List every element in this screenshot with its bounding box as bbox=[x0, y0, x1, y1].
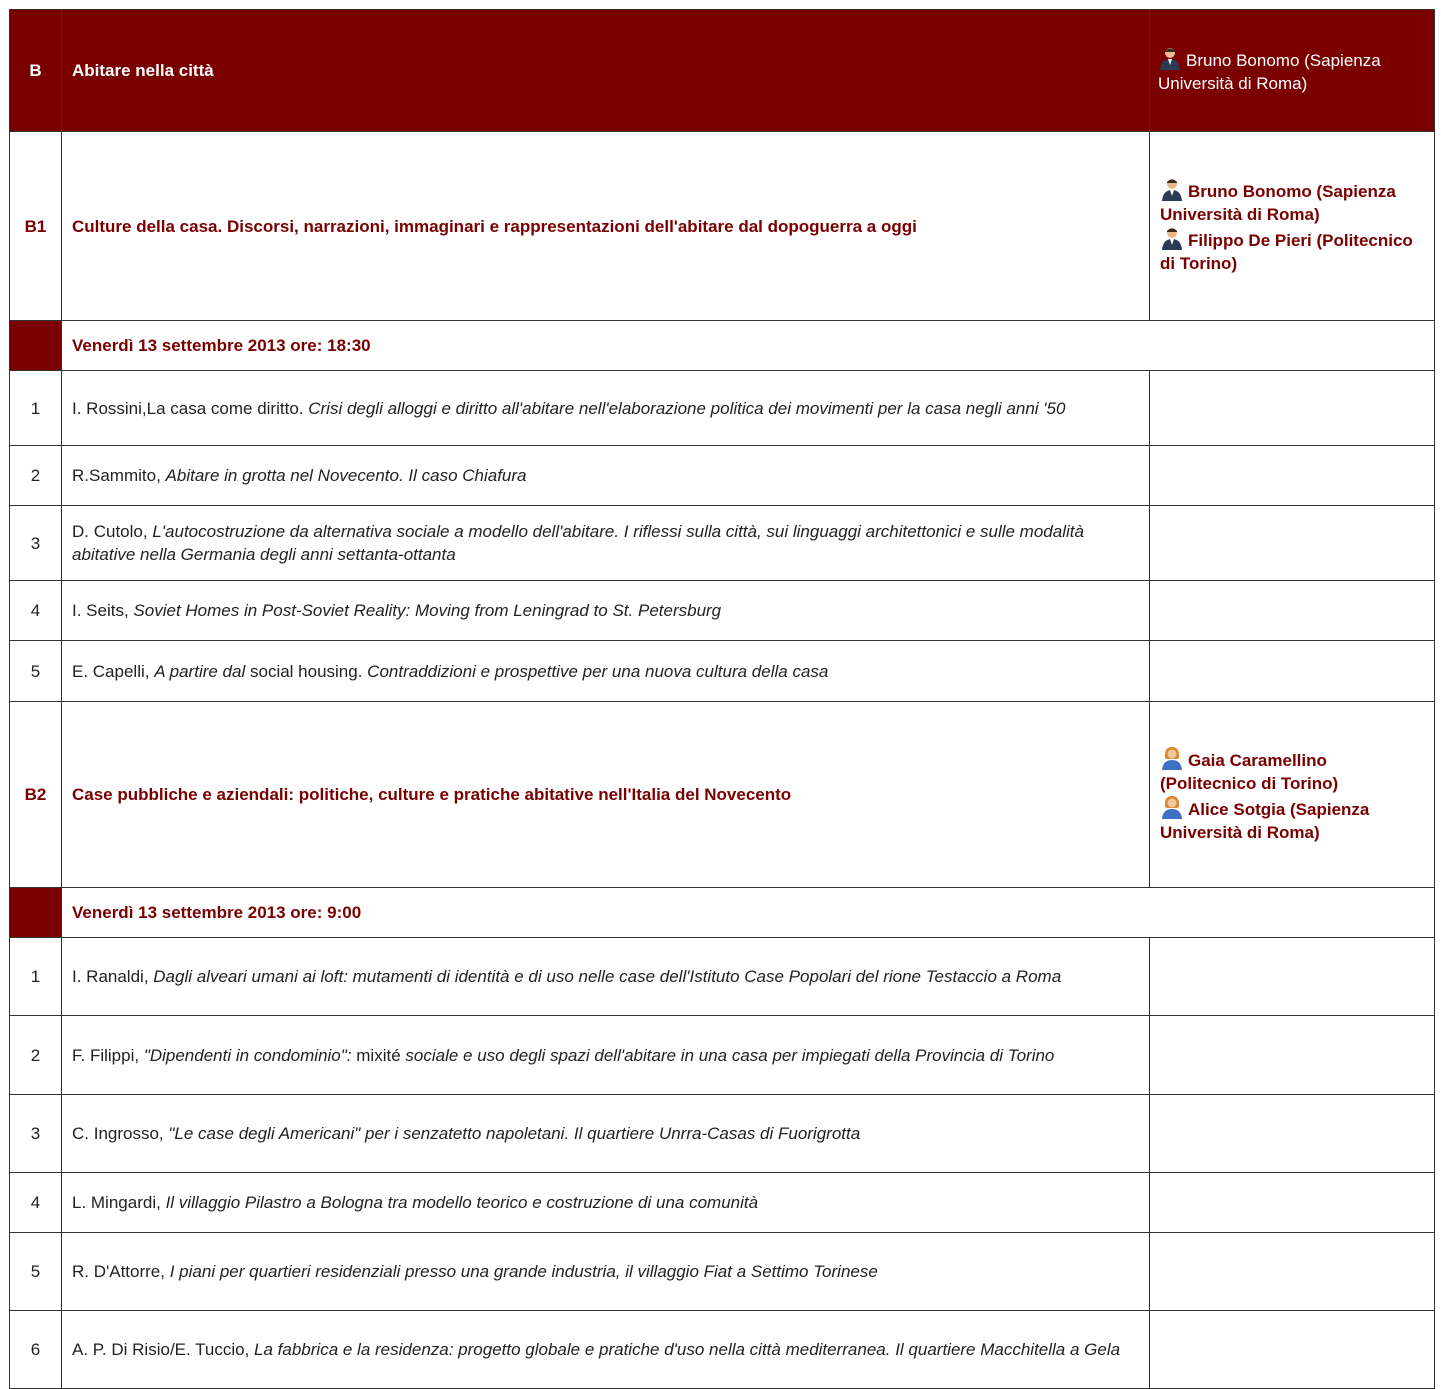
talk-number: 1 bbox=[10, 371, 62, 446]
panel-title: Culture della casa. Discorsi, narrazioni, immaginari e rappresentazioni dell'abitare dal dopoguerra a oggi bbox=[62, 132, 1150, 321]
talk-text bbox=[62, 1016, 1150, 1095]
chair-entry bbox=[1160, 226, 1424, 275]
section-code: B bbox=[10, 10, 62, 132]
talk-plain: La casa come diritto. bbox=[146, 398, 304, 418]
session-date: Venerdì 13 settembre 2013 ore: 9:00 bbox=[62, 888, 1435, 938]
talk-extra bbox=[1150, 1016, 1435, 1095]
talk-extra bbox=[1150, 938, 1435, 1016]
talk-plain: mixité bbox=[356, 1045, 401, 1065]
talk-extra bbox=[1150, 581, 1435, 641]
talk-number: 4 bbox=[10, 1173, 62, 1233]
talk-number: 2 bbox=[10, 446, 62, 506]
talk-text bbox=[62, 446, 1150, 506]
talk-title: L'autocostruzione da alternativa sociale a modello dell'abitare. I riflessi sulla città, sui linguaggi architettonici e sulle modalità abitative nella Germania degli anni settanta-ottanta bbox=[72, 522, 1084, 564]
talk-text bbox=[62, 581, 1150, 641]
chair-name: Gaia Caramellino (Politecnico di Torino) bbox=[1160, 750, 1339, 793]
male-person-icon bbox=[1160, 177, 1184, 201]
talk-number: 4 bbox=[10, 581, 62, 641]
talk-title: Soviet Homes in Post-Soviet Reality: Moving from Leningrad to St. Petersburg bbox=[133, 601, 722, 620]
talk-author: D. Cutolo, bbox=[72, 522, 148, 541]
talk-row bbox=[10, 1016, 1435, 1095]
talk-text bbox=[62, 1095, 1150, 1173]
talk-author: F. Filippi, bbox=[72, 1045, 140, 1065]
talk-author: A. P. Di Risio/E. Tuccio, bbox=[72, 1340, 250, 1359]
talk-text bbox=[62, 1233, 1150, 1311]
talk-row bbox=[10, 371, 1435, 446]
talk-title: "Le case degli Americani" per i senzatetto napoletani. Il quartiere Unrra-Casas di Fuorigrotta bbox=[168, 1124, 861, 1143]
chair-name: Bruno Bonomo (Sapienza Università di Roma) bbox=[1160, 182, 1396, 224]
panel-code: B1 bbox=[10, 132, 62, 321]
talk-text bbox=[62, 371, 1150, 446]
talk-author: I. Rossini, bbox=[72, 398, 147, 418]
talk-row bbox=[10, 938, 1435, 1016]
talk-row bbox=[10, 1095, 1435, 1173]
talk-number: 6 bbox=[10, 1311, 62, 1389]
talk-number: 5 bbox=[10, 1233, 62, 1311]
talk-extra bbox=[1150, 446, 1435, 506]
session-date: Venerdì 13 settembre 2013 ore: 18:30 bbox=[62, 321, 1435, 371]
coordinator-name: Bruno Bonomo (Sapienza Università di Roma) bbox=[1158, 51, 1381, 93]
talk-extra bbox=[1150, 1173, 1435, 1233]
male-person-icon bbox=[1160, 226, 1184, 250]
chair-entry bbox=[1160, 746, 1424, 795]
talk-text bbox=[62, 1173, 1150, 1233]
talk-row bbox=[10, 446, 1435, 506]
talk-title-lead: "Dipendenti in condominio": bbox=[143, 1045, 352, 1065]
session-date-row bbox=[10, 888, 1435, 938]
chair-name: Filippo De Pieri (Politecnico di Torino) bbox=[1160, 231, 1413, 273]
talk-plain: social housing. bbox=[249, 661, 363, 681]
talk-row bbox=[10, 641, 1435, 702]
talk-row bbox=[10, 1311, 1435, 1389]
chair-name: Alice Sotgia (Sapienza Università di Roma) bbox=[1160, 799, 1370, 842]
panel-title: Case pubbliche e aziendali: politiche, culture e pratiche abitative nell'Italia del Novecento bbox=[62, 702, 1150, 888]
female-person-icon bbox=[1160, 795, 1184, 819]
date-marker bbox=[10, 321, 62, 371]
talk-extra bbox=[1150, 1233, 1435, 1311]
talk-author: I. Seits, bbox=[72, 601, 129, 620]
talk-title: Abitare in grotta nel Novecento. Il caso Chiafura bbox=[165, 466, 527, 485]
panel-code: B2 bbox=[10, 702, 62, 888]
talk-number: 3 bbox=[10, 506, 62, 581]
section-coordinator bbox=[1150, 10, 1435, 132]
talk-number: 2 bbox=[10, 1016, 62, 1095]
talk-title: Il villaggio Pilastro a Bologna tra modello teorico e costruzione di una comunità bbox=[165, 1193, 759, 1212]
talk-author: I. Ranaldi, bbox=[72, 967, 149, 986]
talk-row bbox=[10, 1173, 1435, 1233]
talk-title: I piani per quartieri residenziali presso una grande industria, il villaggio Fiat a Settimo Torinese bbox=[169, 1262, 878, 1281]
panel-row bbox=[10, 132, 1435, 321]
session-date-row bbox=[10, 321, 1435, 371]
talk-author: L. Mingardi, bbox=[72, 1193, 161, 1212]
section-title: Abitare nella città bbox=[62, 10, 1150, 132]
talk-number: 3 bbox=[10, 1095, 62, 1173]
talk-author: C. Ingrosso, bbox=[72, 1124, 164, 1143]
talk-row bbox=[10, 581, 1435, 641]
talk-title: sociale e uso degli spazi dell'abitare in una casa per impiegati della Provincia di Torino bbox=[400, 1045, 1055, 1065]
talk-extra bbox=[1150, 506, 1435, 581]
panel-chairs bbox=[1150, 132, 1435, 321]
talk-number: 5 bbox=[10, 641, 62, 702]
talk-row bbox=[10, 1233, 1435, 1311]
female-person-icon bbox=[1160, 746, 1184, 770]
talk-author: E. Capelli, bbox=[72, 661, 150, 681]
talk-text bbox=[62, 938, 1150, 1016]
talk-row bbox=[10, 506, 1435, 581]
schedule-table bbox=[9, 9, 1435, 1389]
talk-number: 1 bbox=[10, 938, 62, 1016]
chair-entry bbox=[1160, 795, 1424, 844]
talk-text bbox=[62, 1311, 1150, 1389]
panel-chairs bbox=[1150, 702, 1435, 888]
section-header-row bbox=[10, 10, 1435, 132]
talk-extra bbox=[1150, 1095, 1435, 1173]
talk-extra bbox=[1150, 1311, 1435, 1389]
talk-title: Crisi degli alloggi e diritto all'abitare nell'elaborazione politica dei movimenti per la casa negli anni '50 bbox=[303, 398, 1066, 418]
talk-text bbox=[62, 506, 1150, 581]
talk-title: Contraddizioni e prospettive per una nuova cultura della casa bbox=[362, 661, 829, 681]
panel-row bbox=[10, 702, 1435, 888]
talk-title: Dagli alveari umani ai loft: mutamenti di identità e di uso nelle case dell'Istituto Case Popolari del rione Testaccio a Roma bbox=[153, 967, 1062, 986]
talk-title: La fabbrica e la residenza: progetto globale e pratiche d'uso nella città mediterranea. Il quartiere Macchitella a Gela bbox=[254, 1340, 1121, 1359]
talk-title-lead: A partire dal bbox=[154, 661, 246, 681]
talk-author: R.Sammito, bbox=[72, 466, 161, 485]
chair-entry bbox=[1160, 177, 1424, 226]
talk-author: R. D'Attorre, bbox=[72, 1262, 165, 1281]
talk-extra bbox=[1150, 371, 1435, 446]
date-marker bbox=[10, 888, 62, 938]
talk-text bbox=[62, 641, 1150, 702]
male-person-icon bbox=[1158, 46, 1182, 70]
talk-extra bbox=[1150, 641, 1435, 702]
